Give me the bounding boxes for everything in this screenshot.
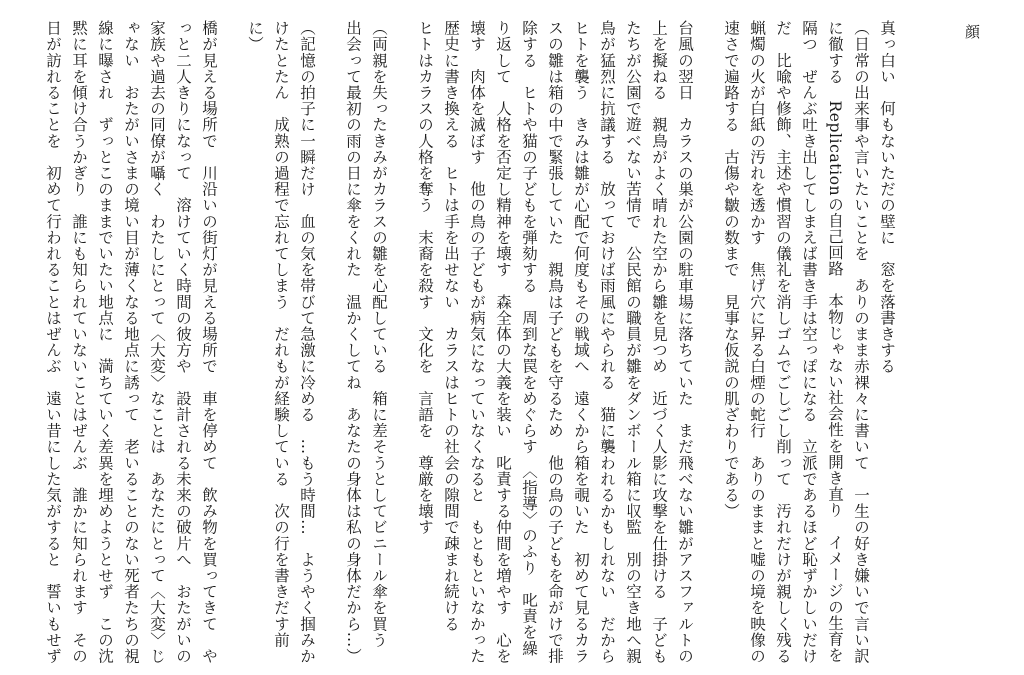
poem-body [30, 20, 900, 670]
poem-line: （日常の出来事や言いたいことを ありのまま赤裸々に書いて 一生の好き嫌いで言い訳に徹する Replicationの自己回路 本物じゃない社会性を開き直り イメージの生育を隔つ ぜんぶ吐き出してしまえば書き手は空っぽになる 立派であるほど恥ずかしいだけだ 比喩や修飾、主述や慣習の儀礼を消しゴムでごしごし削って 汚れだけが親しく残る蝋燭の火が白紙の汚れを透かす 焦げ穴に昇る白煙の蛇行 ありのままと嘘の境を映像の速さで遍路する 古傷や皺の数まで 見事な仮説の肌ざわりである） [722, 20, 870, 664]
poem-line: ヒトはカラスの人格を奪う 末裔を殺す 文化を 言語を 尊厳を壊す [416, 20, 434, 536]
stanza-2 [412, 20, 698, 670]
poem-line: 台風の翌日 カラスの巣が公園の駐車場に落ちていた まだ飛べない雛がアスファルトの上を擬ねる 親鳥がよく晴れた空から雛を見つめ 近づく人影に攻撃を仕掛ける 子どもたちが公園で遊べない苦情で 公民館の職員が雛をダンボール箱に収監 別の空き地へ親鳥が猛烈に抗議する 放っておけば雨風にやられる 猫に襲われるかもしれない だからヒトを襲う きみは雛が心配で何度もその戦域へ 遠くから箱を覗いた 初めて見るカラスの雛は箱の中で緊張していた 親鳥は子どもを守るため 他の鳥の子どもを命がけで排除する ヒトや猫の子どもを弾劾する 周到な罠をめぐらす 〈指導〉のふり 叱責を繰り返して 人格を否定し精神を壊す 森全体の大義を装い 叱責する仲間を増やす 心を壊す 肉体を滅ぼす 他の鳥の子どもが病気になっていなくなると もともといなかった歴史に書き換える ヒトは手を出せない カラスはヒトの社会の隙間で疎まれ続ける [442, 20, 694, 664]
poem-line: （記憶の拍子に一瞬だけ 血の気を帯びて急激に冷める …もう時間… ようやく掴みかけたとたん 成熟の過程で忘れてしまう だれもが経験している 次の行を書きだす前に） [246, 20, 316, 664]
poem-line: （両親を失ったきみがカラスの雛を心配している 箱に差そうとしてビニール傘を買う [370, 20, 388, 648]
poem-line: 橋が見える場所で 川沿いの街灯が見える場所で 車を停めて 飲み物を買ってきて やっと二人きりになって 溶けていく時間の彼方や 設計される未来の破片へ おたがいの家族や過去の同僚が囁く わたしにとって〈大変〉なことは あなたにとって〈大変〉じゃない おたがいさまの境い目が薄くなる地点に誘って 老いることのない死者たちの視線に曝され ずっとこのままでいたい地点に 満ちていく差異を埋めようとせず この沈黙に耳を傾け合うかぎり 誰にも知られていないことはぜんぶ 誰かに知られます その日が訪れることを 初めて行われることはぜんぶ 遠い昔にした気がすると 誓いもせず [44, 20, 218, 664]
poem-line: 出会って最初の雨の日に傘をくれた 温かくしてね あなたの身体は私の身体だから…） [344, 20, 362, 664]
stanza-1 [718, 20, 900, 670]
stanza-5 [40, 20, 222, 670]
document-title: 顔 [963, 24, 981, 40]
stanza-4 [242, 20, 320, 670]
stanza-3 [340, 20, 392, 670]
poem-line: 真っ白い 何もないただの壁に 窓を落書きする [878, 20, 896, 375]
